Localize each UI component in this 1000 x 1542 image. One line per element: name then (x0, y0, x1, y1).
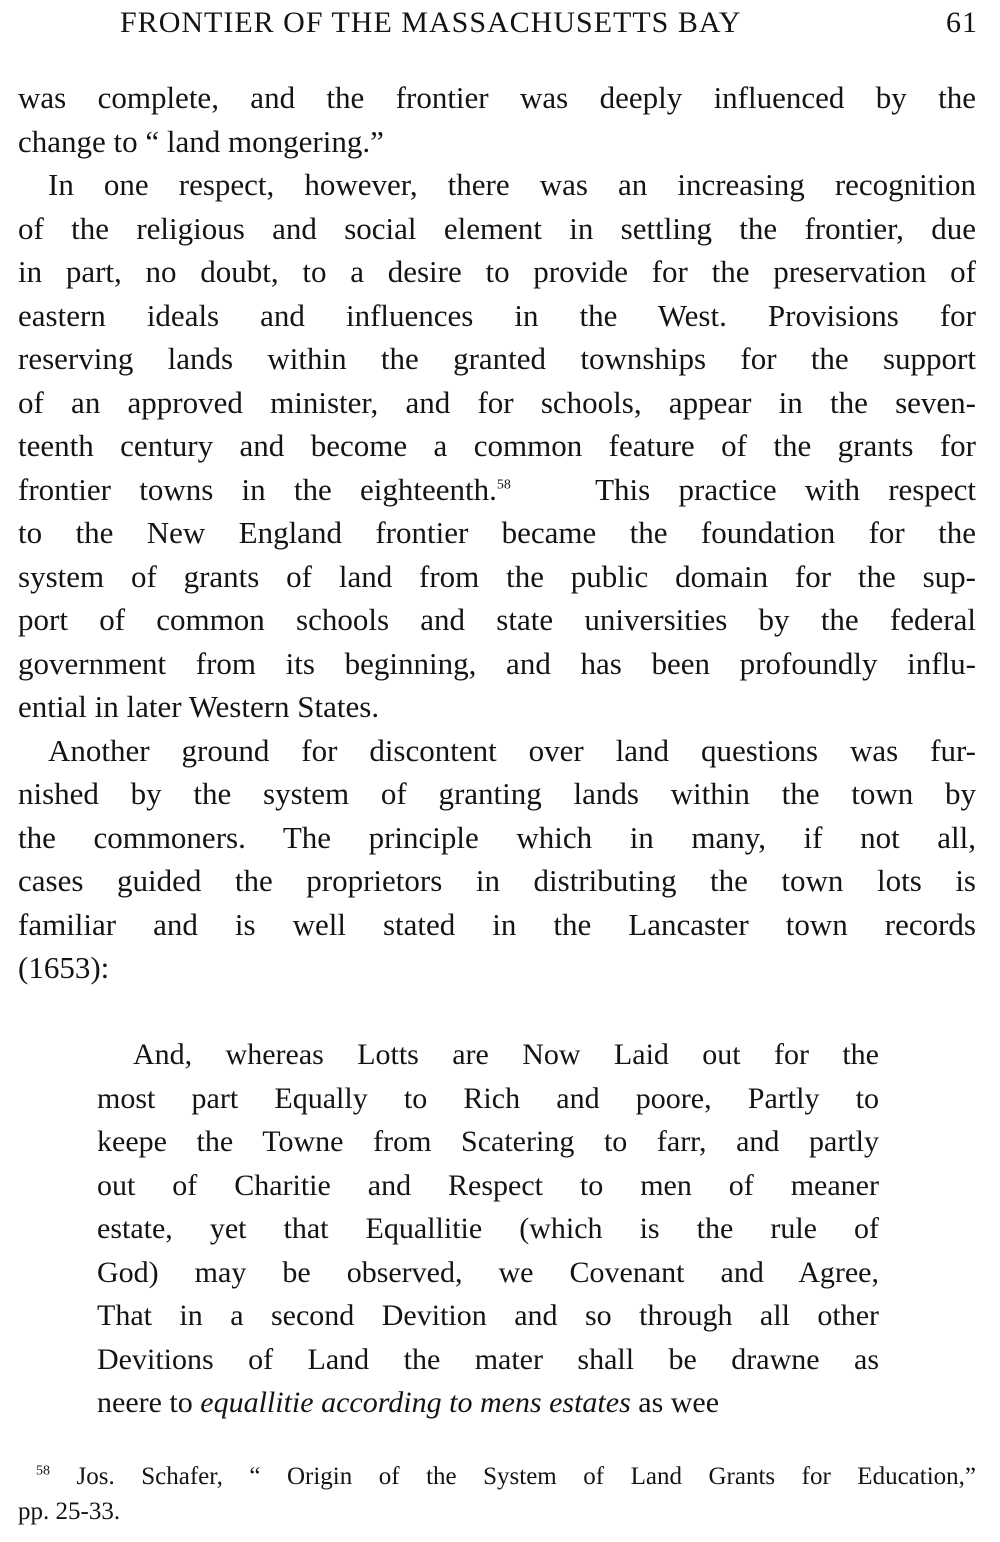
body-line-with-footnote-ref (18, 470, 976, 510)
body-line: eastern ideals and influences in the West. Provisions for (18, 298, 976, 333)
quote-text: neere to (97, 1386, 193, 1419)
footnote-line: pp. 25-33. (18, 1498, 121, 1525)
body-line: change to “ land mongering.” (18, 124, 384, 159)
footnote-text: Jos. Schafer, “ Origin of the System of Land Grants for Education,” (76, 1463, 976, 1490)
body-line: reserving lands within the granted townships for the support (18, 341, 976, 376)
body-line: (1653): (18, 950, 110, 985)
paragraph-first-line: In one respect, however, there was an increasing recognition (48, 167, 976, 202)
quote-line: keepe the Towne from Scatering to farr, and partly (97, 1125, 879, 1158)
body-line: cases guided the proprietors in distributing the town lots is (18, 863, 976, 898)
body-line: of an approved minister, and for schools, appear in the seven- (18, 385, 976, 420)
body-line: to the New England frontier became the foundation for the (18, 515, 976, 550)
quote-line: most part Equally to Rich and poore, Partly to (97, 1082, 879, 1115)
body-line: system of grants of land from the public domain for the sup- (18, 559, 976, 594)
footnote-reference: 58 (496, 477, 511, 493)
body-line: government from its beginning, and has been profoundly influ- (18, 646, 976, 681)
body-line: familiar and is well stated in the Lancaster town records (18, 907, 976, 942)
body-line: teenth century and become a common feature of the grants for (18, 428, 976, 463)
body-line-text: This practice with respect (595, 472, 976, 507)
quote-line: And, whereas Lotts are Now Laid out for the (133, 1038, 879, 1071)
paragraph-first-line: Another ground for discontent over land questions was fur- (48, 733, 976, 768)
body-line: nished by the system of granting lands within the town by (18, 776, 976, 811)
quote-text: as wee (638, 1386, 720, 1419)
quote-line: God) may be observed, we Covenant and Agree, (97, 1256, 879, 1289)
quote-line-mixed (97, 1383, 879, 1423)
body-line: of the religious and social element in settling the frontier, due (18, 211, 976, 246)
quote-line: Devitions of Land the mater shall be drawne as (97, 1343, 879, 1376)
quote-line: out of Charitie and Respect to men of meaner (97, 1169, 879, 1202)
body-line: the commoners. The principle which in many, if not all, (18, 820, 976, 855)
body-line: ential in later Western States. (18, 689, 380, 724)
quote-emphasis: equallitie according to mens estates (200, 1386, 631, 1419)
body-line: port of common schools and state universities by the federal (18, 602, 976, 637)
footnote-line (36, 1460, 976, 1494)
running-head (120, 6, 978, 46)
quote-line: That in a second Devition and so through all other (97, 1299, 879, 1332)
body-line-text: frontier towns in the eighteenth. (18, 472, 497, 507)
running-title: FRONTIER OF THE MASSACHUSETTS BAY (120, 6, 742, 39)
page-number: 61 (946, 6, 978, 39)
quote-line: estate, yet that Equallitie (which is the rule of (97, 1212, 879, 1245)
body-line: was complete, and the frontier was deeply influenced by the (18, 80, 976, 115)
footnote-marker: 58 (36, 1463, 50, 1479)
body-line: in part, no doubt, to a desire to provide for the preservation of (18, 254, 976, 289)
